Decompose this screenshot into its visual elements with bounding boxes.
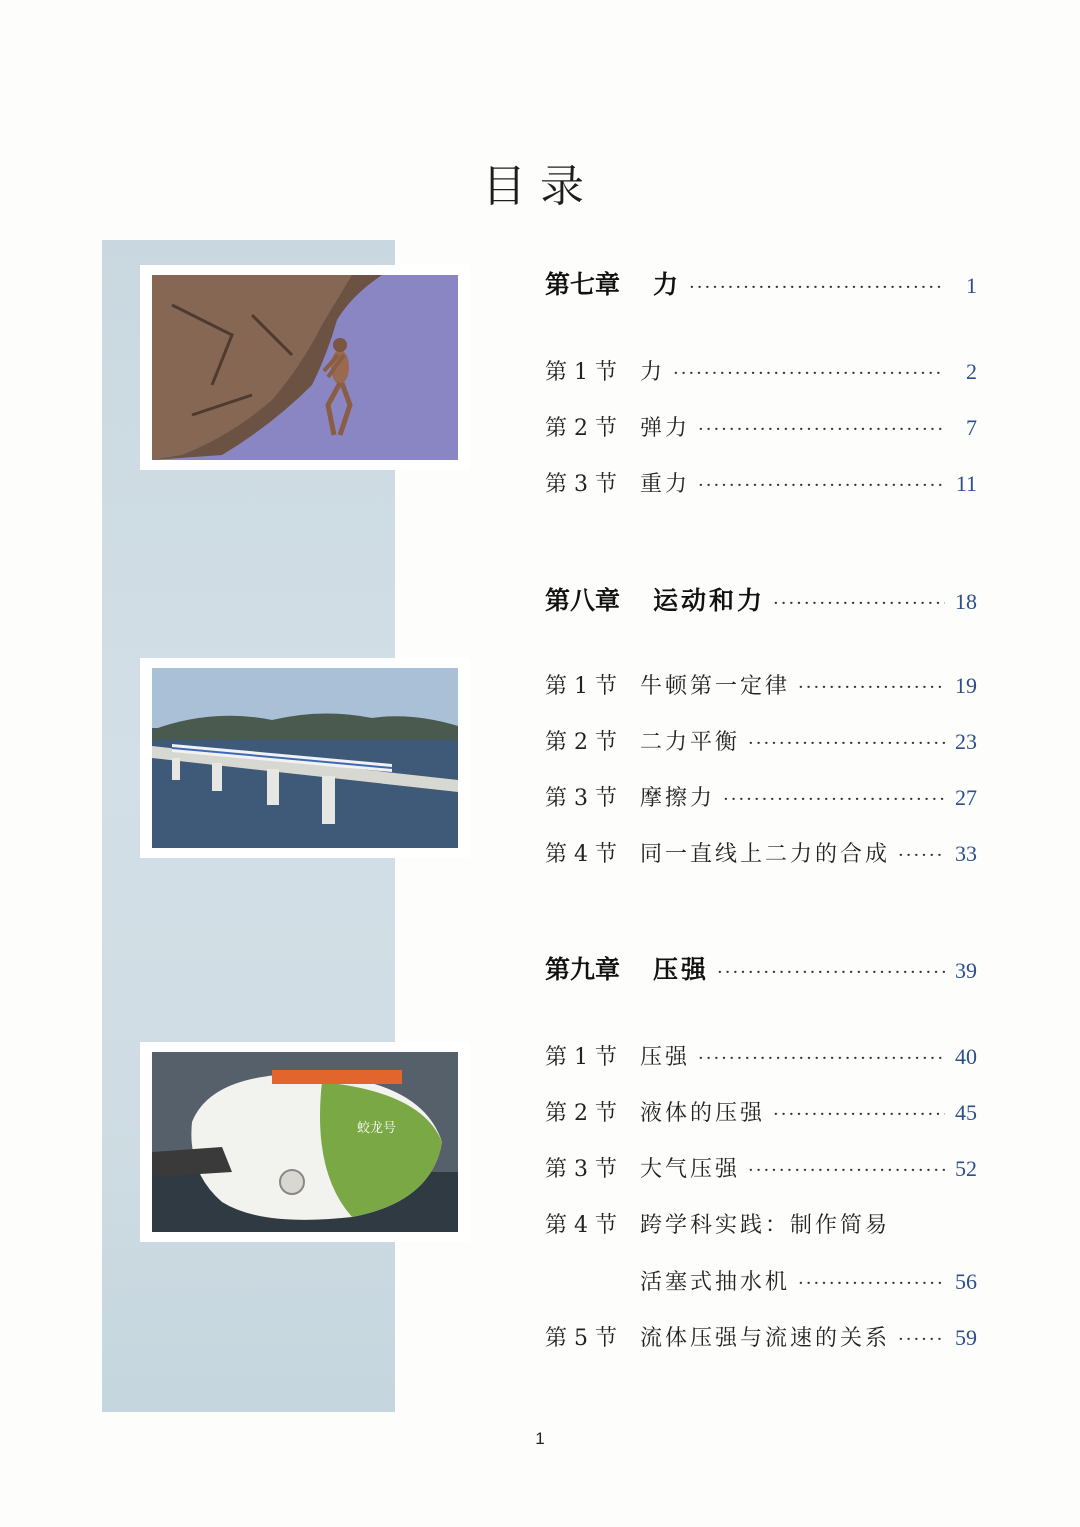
page-title: 目录 xyxy=(482,161,598,212)
toc-entry-number: 第 3 节 xyxy=(545,472,617,497)
toc-page-number: 39 xyxy=(955,958,977,983)
toc-entry-title: 压强 xyxy=(653,955,710,984)
toc-entry-title: 跨学科实践：制作简易 xyxy=(640,1213,891,1238)
dot-leader xyxy=(773,593,945,614)
dot-leader xyxy=(748,733,945,754)
toc-page-number: 52 xyxy=(955,1156,977,1181)
train-bridge-illustration xyxy=(152,668,458,848)
dot-leader xyxy=(673,363,945,384)
dot-leader xyxy=(723,789,945,810)
dot-leader xyxy=(773,1104,945,1125)
toc-entry-title: 力 xyxy=(640,360,666,385)
toc-entry-number: 第 3 节 xyxy=(545,786,617,811)
toc-section-entry[interactable] xyxy=(545,355,977,395)
toc-entry-title: 运动和力 xyxy=(653,586,766,615)
toc-entry-title: 流体压强与流速的关系 xyxy=(640,1326,891,1351)
toc-section-entry[interactable] xyxy=(545,411,977,451)
toc-section-entry[interactable] xyxy=(545,1208,977,1248)
toc-section-entry[interactable] xyxy=(545,669,977,709)
toc-chapter-entry[interactable] xyxy=(545,950,977,990)
submersible-hull-text: 蛟龙号 xyxy=(357,1121,397,1136)
rock-climber-illustration xyxy=(152,275,458,460)
toc-entry-title: 大气压强 xyxy=(640,1157,741,1182)
dot-leader xyxy=(698,475,945,496)
toc-entry-number: 第 2 节 xyxy=(545,1101,617,1126)
toc-section-entry[interactable] xyxy=(545,1152,977,1192)
toc-entry-number: 第 1 节 xyxy=(545,360,617,385)
toc-entry-number: 第 2 节 xyxy=(545,416,617,441)
toc-entry-title: 压强 xyxy=(640,1045,691,1070)
toc-page-number: 18 xyxy=(955,589,977,614)
toc-section-entry[interactable] xyxy=(545,1096,977,1136)
dot-leader xyxy=(698,419,945,440)
toc-page-number: 11 xyxy=(955,471,977,496)
toc-chapter-entry[interactable] xyxy=(545,265,977,305)
toc-entry-title: 弹力 xyxy=(640,416,691,441)
toc-section-entry[interactable] xyxy=(545,781,977,821)
toc-entry-title: 牛顿第一定律 xyxy=(640,674,791,699)
toc-section-entry[interactable] xyxy=(545,837,977,877)
toc-section-entry[interactable] xyxy=(545,1321,977,1361)
toc-page-number: 40 xyxy=(955,1044,977,1069)
toc-entry-number: 第九章 xyxy=(545,955,621,984)
toc-chapter-entry[interactable] xyxy=(545,581,977,621)
dot-leader xyxy=(898,845,945,866)
toc-page-number: 7 xyxy=(966,415,977,440)
toc-entry-number: 第 4 节 xyxy=(545,842,617,867)
toc-page-number: 1 xyxy=(966,273,977,298)
toc-section-entry-continued[interactable] xyxy=(545,1265,977,1305)
toc-page-number: 45 xyxy=(955,1100,977,1125)
dot-leader xyxy=(798,1273,945,1294)
toc-entry-number: 第 2 节 xyxy=(545,730,617,755)
toc-section-entry[interactable] xyxy=(545,725,977,765)
toc-entry-title: 液体的压强 xyxy=(640,1101,766,1126)
dot-leader xyxy=(698,1048,945,1069)
dot-leader xyxy=(748,1160,945,1181)
toc-entry-title: 摩擦力 xyxy=(640,786,716,811)
dot-leader xyxy=(717,962,945,983)
toc-entry-title-continued: 活塞式抽水机 xyxy=(640,1270,791,1295)
rock-climber-photo xyxy=(140,265,470,470)
toc-entry-number: 第七章 xyxy=(545,270,621,299)
toc-section-entry[interactable] xyxy=(545,1040,977,1080)
toc-entry-number: 第 5 节 xyxy=(545,1326,617,1351)
toc-page-number: 19 xyxy=(955,673,977,698)
toc-entry-title: 力 xyxy=(653,270,682,299)
toc-entry-title: 重力 xyxy=(640,472,691,497)
toc-entry-number: 第 4 节 xyxy=(545,1213,617,1238)
toc-section-entry[interactable] xyxy=(545,467,977,507)
toc-page-number: 2 xyxy=(966,359,977,384)
dot-leader xyxy=(798,677,945,698)
toc-page-number: 23 xyxy=(955,729,977,754)
toc-entry-number: 第 3 节 xyxy=(545,1157,617,1182)
toc-page-number: 56 xyxy=(955,1269,977,1294)
page-number: 1 xyxy=(535,1429,545,1448)
dot-leader xyxy=(898,1329,945,1350)
toc-page-number: 33 xyxy=(955,841,977,866)
toc-entry-title: 二力平衡 xyxy=(640,730,741,755)
high-speed-train-bridge-photo xyxy=(140,658,470,858)
dot-leader xyxy=(689,277,945,298)
toc-entry-number: 第八章 xyxy=(545,586,621,615)
toc-entry-title: 同一直线上二力的合成 xyxy=(640,842,891,867)
toc-page-number: 27 xyxy=(955,785,977,810)
submersible-photo xyxy=(140,1042,470,1242)
submersible-illustration xyxy=(152,1052,458,1232)
toc-entry-number: 第 1 节 xyxy=(545,1045,617,1070)
toc-page-number: 59 xyxy=(955,1325,977,1350)
toc-entry-number: 第 1 节 xyxy=(545,674,617,699)
